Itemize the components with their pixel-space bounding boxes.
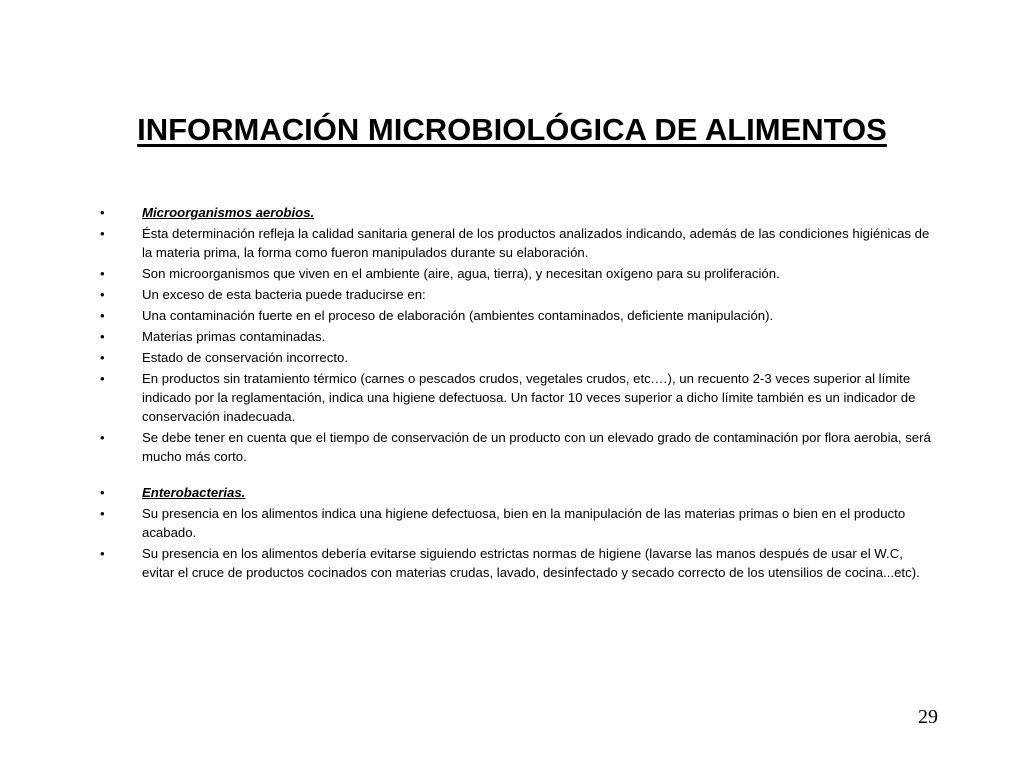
bullet-list	[98, 203, 936, 584]
section-heading-item	[98, 483, 936, 502]
bullet-text: Son microorganismos que viven en el ambiente (aire, agua, tierra), y necesitan oxígeno para su proliferación.	[142, 266, 780, 281]
bullet-dot: •	[100, 430, 105, 445]
bullet-text: Una contaminación fuerte en el proceso de elaboración (ambientes contaminados, deficiente manipulación).	[142, 308, 774, 323]
bullet-item	[98, 306, 936, 325]
bullet-text: Un exceso de esta bacteria puede traducirse en:	[142, 287, 426, 302]
bullet-text: Su presencia en los alimentos debería evitarse siguiendo estrictas normas de higiene (lavarse las manos después de usar el W.C, evitar el cruce de productos cocinados con materias crudas, lavado, desinfectado y secado correcto de los utensilios de cocina...etc).	[142, 546, 920, 580]
section-heading: Enterobacterias.	[142, 485, 246, 500]
bullet-dot: •	[100, 287, 105, 302]
bullet-dot: •	[100, 371, 105, 386]
bullet-text: Estado de conservación incorrecto.	[142, 350, 348, 365]
bullet-dot: •	[100, 506, 105, 521]
bullet-item	[98, 428, 936, 466]
bullet-dot: •	[100, 546, 105, 561]
bullet-item	[98, 369, 936, 426]
bullet-dot: •	[100, 226, 105, 241]
bullet-item	[98, 285, 936, 304]
bullet-item	[98, 264, 936, 283]
section-heading: Microorganismos aerobios.	[142, 205, 315, 220]
bullet-dot: •	[100, 308, 105, 323]
bullet-dot: •	[100, 205, 105, 220]
bullet-dot: •	[100, 266, 105, 281]
bullet-dot: •	[100, 350, 105, 365]
bullet-item	[98, 348, 936, 367]
bullet-text: Ésta determinación refleja la calidad sanitaria general de los productos analizados indicando, además de las condiciones higiénicas de la materia prima, la forma como fueron manipulados durante su elaboración.	[142, 226, 930, 260]
bullet-item	[98, 544, 936, 582]
section-heading-item	[98, 203, 936, 222]
bullet-text: Se debe tener en cuenta que el tiempo de conservación de un producto con un elevado grado de contaminación por flora aerobia, será mucho más corto.	[142, 430, 931, 464]
page-number: 29	[918, 706, 938, 728]
bullet-text: Su presencia en los alimentos indica una higiene defectuosa, bien en la manipulación de las materias primas o bien en el producto acabado.	[142, 506, 906, 540]
bullet-dot: •	[100, 485, 105, 500]
bullet-text: Materias primas contaminadas.	[142, 329, 326, 344]
bullet-item	[98, 504, 936, 542]
slide-title: INFORMACIÓN MICROBIOLÓGICA DE ALIMENTOS	[137, 112, 887, 147]
bullet-dot: •	[100, 329, 105, 344]
bullet-item	[98, 224, 936, 262]
bullet-text: En productos sin tratamiento térmico (carnes o pescados crudos, vegetales crudos, etc.…), un recuento 2-3 veces superior al límite indicado por la reglamentación, indica una higiene defectuosa. Un factor 10 veces superior a dicho límite también es un indicador de conservación inadecuada.	[142, 371, 916, 424]
bullet-item	[98, 327, 936, 346]
